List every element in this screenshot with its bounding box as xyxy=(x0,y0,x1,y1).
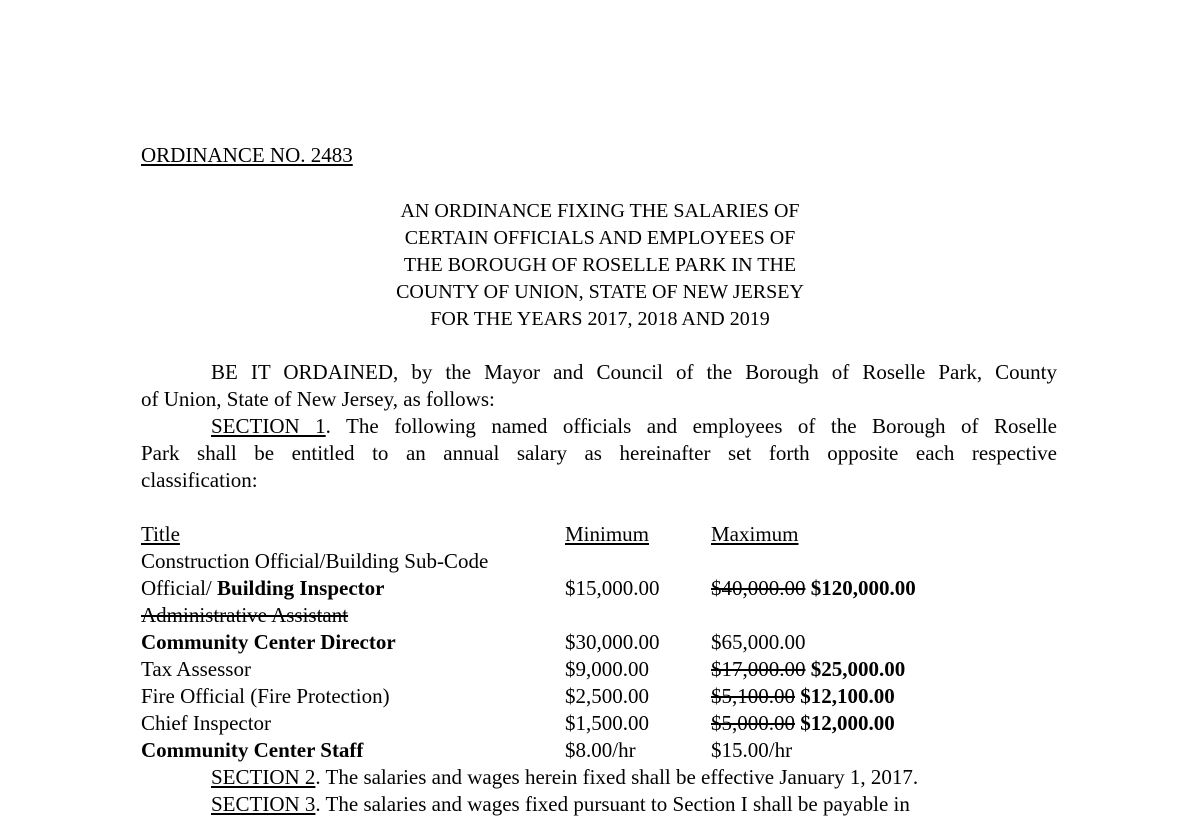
section-1-line: classification: xyxy=(141,468,258,492)
title-line: CERTAIN OFFICIALS AND EMPLOYEES OF xyxy=(404,227,796,249)
max-old: $5,100.00 xyxy=(711,684,795,708)
table-row-min: $30,000.00 xyxy=(565,630,660,654)
section-2 xyxy=(211,764,918,791)
table-row-title: Community Center Staff xyxy=(141,738,364,762)
title-line: AN ORDINANCE FIXING THE SALARIES OF xyxy=(400,200,800,222)
table-row-max xyxy=(711,710,895,737)
section-3-text: . The salaries and wages fixed pursuant to Section I shall be payable in xyxy=(315,792,910,816)
section-1-text: . The following named officials and employees of the Borough of Roselle xyxy=(325,414,1057,438)
table-row-max xyxy=(711,575,916,602)
max-new: $25,000.00 xyxy=(810,657,906,681)
title-line: THE BOROUGH OF ROSELLE PARK IN THE xyxy=(403,254,797,276)
table-row-title: Fire Official (Fire Protection) xyxy=(141,684,390,708)
section-3 xyxy=(211,791,910,818)
max-old: $5,000.00 xyxy=(711,711,795,735)
ordinance-number: ORDINANCE NO. 2483 xyxy=(141,143,353,167)
max-old: $17,000.00 xyxy=(711,657,806,681)
table-row-max: $65,000.00 xyxy=(711,630,806,654)
table-row-min: $8.00/hr xyxy=(565,738,636,762)
section-1-line: Park shall be entitled to an annual salary as hereinafter set forth opposite each respective xyxy=(141,441,1057,465)
header-title: Title xyxy=(141,522,180,546)
header-maximum: Maximum xyxy=(711,522,799,546)
title-line: COUNTY OF UNION, STATE OF NEW JERSEY xyxy=(396,281,804,303)
section-1 xyxy=(141,413,1057,494)
section-2-text: . The salaries and wages herein fixed shall be effective January 1, 2017. xyxy=(315,765,919,789)
table-row-min: $9,000.00 xyxy=(565,657,649,681)
title-line: FOR THE YEARS 2017, 2018 AND 2019 xyxy=(430,308,770,330)
title-bold: Building Inspector xyxy=(217,576,385,600)
ordinance-title xyxy=(300,198,900,333)
section-2-label: SECTION 2 xyxy=(211,765,316,789)
section-3-label: SECTION 3 xyxy=(211,792,316,816)
table-row-max xyxy=(711,656,905,683)
table-row-title: Chief Inspector xyxy=(141,711,272,735)
table-row-title-struck: Administrative Assistant xyxy=(141,603,349,627)
preamble-line: of Union, State of New Jersey, as follows: xyxy=(141,387,495,411)
max-new: $12,100.00 xyxy=(800,684,895,708)
table-row-title: Construction Official/Building Sub-Code xyxy=(141,549,489,573)
table-row-min: $2,500.00 xyxy=(565,684,649,708)
preamble-line: BE IT ORDAINED, by the Mayor and Council of the Borough of Roselle Park, County xyxy=(211,360,1057,384)
section-1-line xyxy=(141,413,1057,440)
max-old: $40,000.00 xyxy=(711,576,806,600)
table-row-title: Official/ Building Inspector xyxy=(141,576,385,600)
table-row-min: $15,000.00 xyxy=(565,576,660,600)
section-1-label: SECTION 1 xyxy=(211,414,326,438)
table-row-title: Tax Assessor xyxy=(141,657,251,681)
table-row-max xyxy=(711,683,895,710)
preamble xyxy=(141,359,1057,413)
header-minimum: Minimum xyxy=(565,522,650,546)
table-row-min: $1,500.00 xyxy=(565,711,649,735)
table-row-max: $15.00/hr xyxy=(711,738,793,762)
max-new: $120,000.00 xyxy=(810,576,916,600)
table-row-title: Community Center Director xyxy=(141,630,396,654)
max-new: $12,000.00 xyxy=(800,711,895,735)
